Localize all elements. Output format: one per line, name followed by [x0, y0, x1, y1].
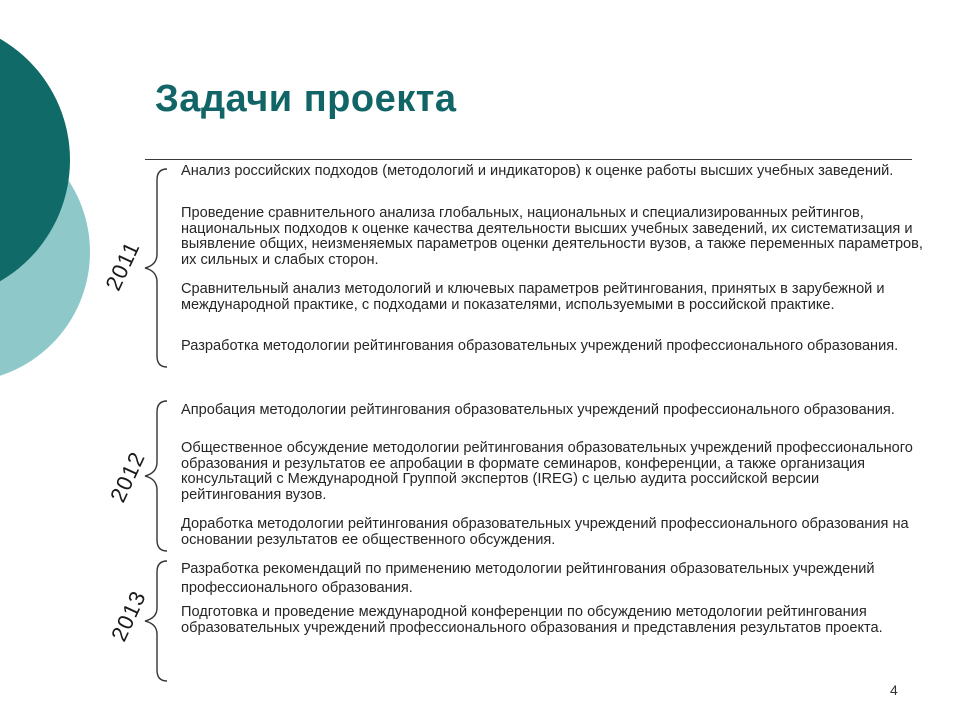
task-item-2011-4: Разработка методологии рейтингования образовательных учреждений профессионального образования. — [181, 338, 899, 354]
task-item-2012-1: Апробация методологии рейтингования образовательных учреждений профессионального образования. — [181, 402, 895, 418]
task-item-2011-3: Сравнительный анализ методологий и ключевых параметров рейтингования, принятых в зарубежной и международной практике, с подходами и показателями, используемыми в российской практике. — [181, 281, 885, 313]
task-item-2012-2: Общественное обсуждение методологии рейтингования образовательных учреждений профессионального образования и результатов ее апробации в формате семинаров, конференции, а также организация консультаций с Международной Группой экспертов (IREG) с целью аудита российской версии рейтингования вузов. — [181, 440, 913, 503]
page-number: 4 — [890, 682, 898, 698]
brace-2011 — [140, 168, 170, 368]
decorative-circles — [0, 0, 140, 380]
title-divider — [145, 159, 912, 160]
task-item-2013-1: Разработка рекомендаций по применению методологии рейтингования образовательных учреждений профессионального образования. — [181, 561, 875, 596]
year-label-2013: 2013 — [106, 586, 152, 646]
task-item-2012-3: Доработка методологии рейтингования образовательных учреждений профессионального образования на основании результатов ее общественного обсуждения. — [181, 516, 909, 548]
year-label-2012: 2012 — [105, 447, 151, 507]
task-item-2011-2: Проведение сравнительного анализа глобальных, национальных и специализированных рейтингов, национальных подходов к оценке качества деятельности высших учебных заведений, их систематизация и выявление общих, неизменяемых параметров оценки деятельности вузов, а также переменных параметров, их сильных и слабых сторон. — [181, 205, 923, 268]
page-title: Задачи проекта — [155, 78, 457, 120]
task-item-2011-1: Анализ российских подходов (методологий и индикаторов) к оценке работы высших учебных заведений. — [181, 163, 894, 179]
year-label-2011: 2011 — [100, 237, 145, 295]
task-item-2013-2: Подготовка и проведение международной конференции по обсуждению методологии рейтингования образовательных учреждений профессионального образования и представления результатов проекта. — [181, 604, 883, 636]
